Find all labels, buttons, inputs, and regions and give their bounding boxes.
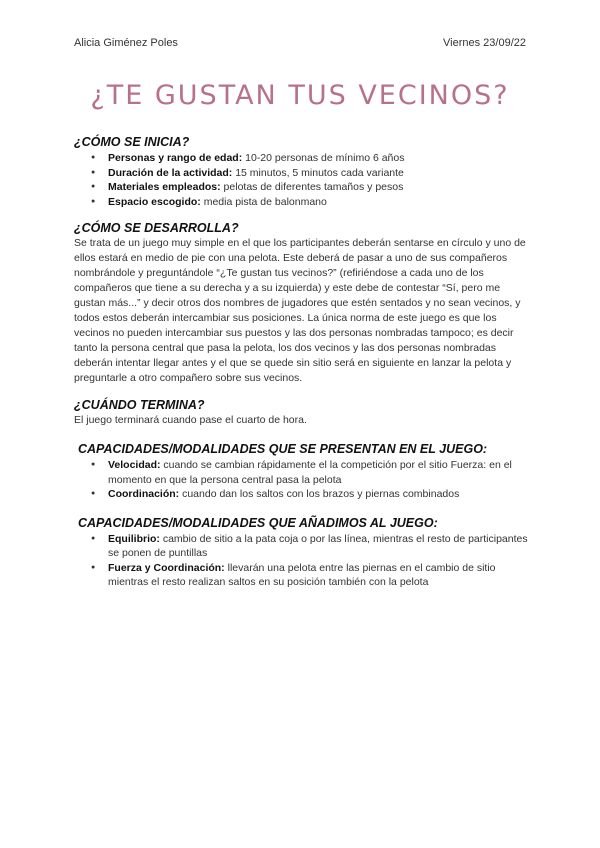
section-capacidades-presentan bbox=[74, 442, 529, 502]
list-item bbox=[108, 561, 529, 590]
list-item bbox=[108, 458, 529, 487]
list-item bbox=[108, 487, 529, 502]
section-termina bbox=[74, 398, 529, 428]
item-text: media pista de balonmano bbox=[200, 195, 327, 208]
section-heading: ¿CÓMO SE DESARROLLA? bbox=[74, 221, 239, 235]
section-heading: CAPACIDADES/MODALIDADES QUE SE PRESENTAN EN EL JUEGO: bbox=[78, 442, 488, 456]
item-text: cuando se cambian rápidamente el la competición por el sitio Fuerza: en el momento en que la persona central pasa la pelota bbox=[108, 459, 512, 486]
item-text: pelotas de diferentes tamaños y pesos bbox=[220, 181, 404, 193]
bullet-list bbox=[74, 458, 529, 502]
document-body bbox=[74, 135, 529, 590]
item-text: cambio de sitio a la pata coja o por las línea, mientras el resto de participantes se ponen de puntillas bbox=[108, 532, 528, 559]
document-date: Viernes 23/09/22 bbox=[443, 37, 526, 49]
bullet-list bbox=[74, 532, 529, 590]
item-label: Velocidad: bbox=[108, 459, 161, 471]
item-text: 15 minutos, 5 minutos cada variante bbox=[232, 166, 404, 179]
item-label: Personas y rango de edad: bbox=[108, 152, 243, 164]
item-label: Equilibrio: bbox=[108, 532, 160, 545]
list-item bbox=[108, 166, 529, 181]
list-item bbox=[108, 151, 529, 166]
page-title: ¿TE GUSTAN TUS VECINOS? bbox=[90, 80, 510, 111]
list-item bbox=[108, 195, 529, 210]
section-inicio bbox=[74, 135, 529, 209]
item-text: 10-20 personas de mínimo 6 años bbox=[242, 152, 405, 164]
list-item bbox=[108, 180, 529, 195]
section-paragraph: Se trata de un juego muy simple en el que los participantes deberán sentarse en círculo y uno de ellos estará en medio de pie con una pelota. Este deberá de pasar a uno de sus compañeros nombrándole y preguntándole “¿Te gustan tus vecinos?” (refiriéndose a cada uno de los compañeros que tiene a su derecha y a su izquierda) y este debe de contestar “Sí, pero me gustan más...” y decir otros dos nombres de jugadores que estén sentados y no sean vecinos, y todos estos deberán intercambiar sus posiciones. La única norma de este juego es que los vecinos no pueden intercambiar sus puestos y las dos personas nombradas tampoco; es decir tanto la persona central que pasa la pelota, los dos vecinos y las dos personas nombradas deberán intentar llegar antes y el que se quede sin sitio será en siguiente en lanzar la pelota y preguntarle a otro compañero sobre sus vecinos. bbox=[74, 237, 526, 384]
author-name: Alicia Giménez Poles bbox=[74, 37, 178, 49]
section-heading: ¿CÓMO SE INICIA? bbox=[74, 135, 190, 149]
item-text: cuando dan los saltos con los brazos y piernas combinados bbox=[179, 488, 460, 500]
section-capacidades-anadimos bbox=[74, 516, 529, 590]
item-text: llevarán una pelota entre las piernas en el cambio de sitio mientras el resto realizan saltos en su posición también con la pelota bbox=[108, 561, 496, 588]
list-item bbox=[108, 532, 529, 561]
item-label: Duración de la actividad: bbox=[108, 166, 233, 179]
item-label: Espacio escogido: bbox=[108, 195, 201, 208]
item-label: Materiales empleados: bbox=[108, 181, 221, 193]
section-desarrollo bbox=[74, 221, 529, 386]
page-header bbox=[74, 37, 526, 49]
item-label: Coordinación: bbox=[108, 488, 180, 500]
item-label: Fuerza y Coordinación: bbox=[108, 561, 225, 574]
section-heading: CAPACIDADES/MODALIDADES QUE AÑADIMOS AL JUEGO: bbox=[78, 515, 438, 530]
section-heading: ¿CUÁNDO TERMINA? bbox=[74, 398, 205, 412]
section-paragraph: El juego terminará cuando pase el cuarto de hora. bbox=[74, 414, 307, 426]
bullet-list bbox=[74, 151, 529, 209]
